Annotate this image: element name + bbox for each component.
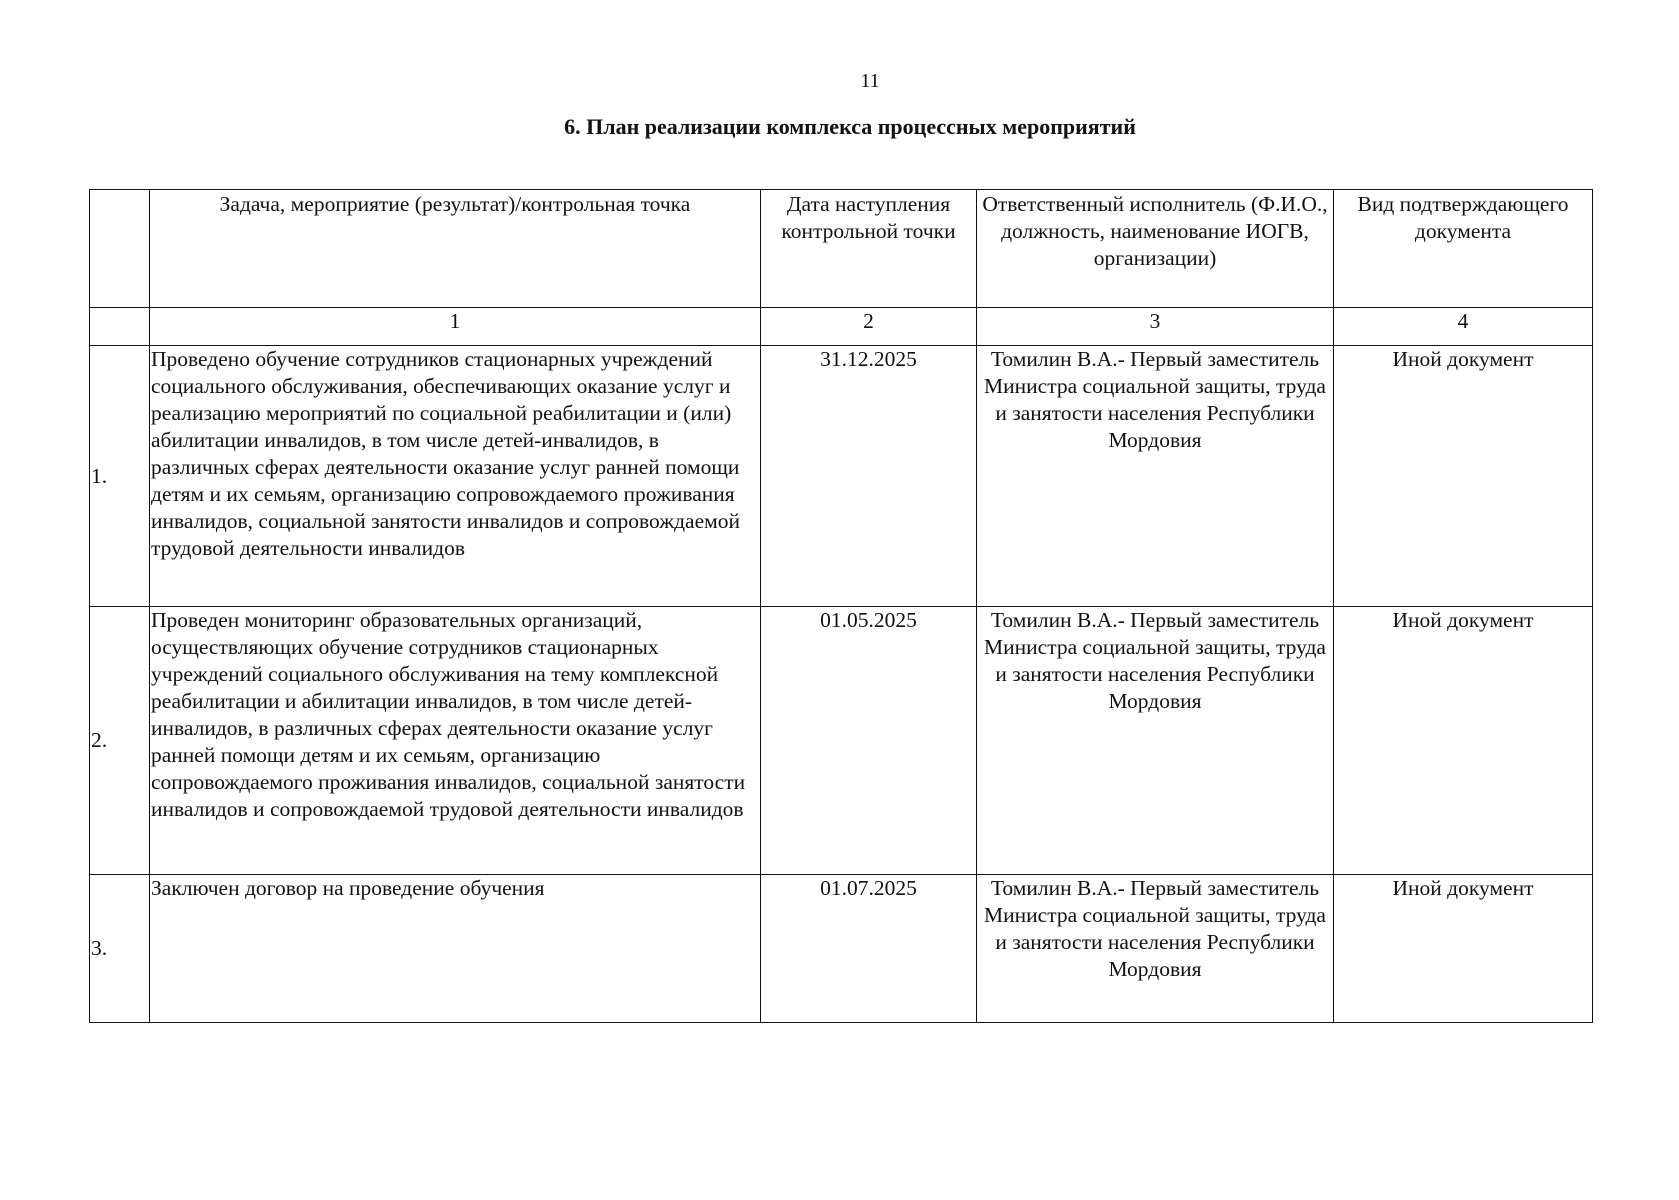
row-responsible: Томилин В.А.- Первый заместитель Министра социальной защиты, труда и занятости населения Республики Мордовия [977, 607, 1334, 875]
row-number: 3. [90, 875, 150, 1023]
section-title: 6. План реализации комплекса процессных мероприятий [564, 114, 1136, 139]
header-responsible: Ответственный исполнитель (Ф.И.О., должность, наименование ИОГВ, организации) [977, 190, 1334, 308]
header-document: Вид подтверждающего документа [1334, 190, 1593, 308]
row-responsible: Томилин В.А.- Первый заместитель Министра социальной защиты, труда и занятости населения Республики Мордовия [977, 875, 1334, 1023]
column-number-row [90, 308, 1593, 346]
header-date: Дата наступления контрольной точки [761, 190, 977, 308]
row-number: 2. [90, 607, 150, 875]
row-date: 01.07.2025 [761, 875, 977, 1023]
table-row [90, 875, 1593, 1023]
table-header-row [90, 190, 1593, 308]
row-task: Заключен договор на проведение обучения [150, 875, 761, 1023]
column-number-2: 2 [761, 308, 977, 346]
row-task: Проведен мониторинг образовательных организаций, осуществляющих обучение сотрудников стационарных учреждений социального обслуживания на тему комплексной реабилитации и абилитации инвалидов, в том числе детей-инвалидов, в различных сферах деятельности оказание услуг ранней помощи детям и их семьям, организацию сопровождаемого проживания инвалидов, социальной занятости инвалидов и сопровождаемой трудовой деятельности инвалидов [150, 607, 761, 875]
table-row [90, 607, 1593, 875]
row-document: Иной документ [1334, 346, 1593, 607]
header-task: Задача, мероприятие (результат)/контрольная точка [150, 190, 761, 308]
page-number: 11 [860, 70, 880, 92]
column-number-4: 4 [1334, 308, 1593, 346]
row-task: Проведено обучение сотрудников стационарных учреждений социального обслуживания, обеспечивающих оказание услуг и реализацию мероприятий по социальной реабилитации и (или) абилитации инвалидов, в том числе детей-инвалидов, в различных сферах деятельности оказание услуг ранней помощи детям и их семьям, организацию сопровождаемого проживания инвалидов, социальной занятости инвалидов и сопровождаемой трудовой деятельности инвалидов [150, 346, 761, 607]
row-date: 31.12.2025 [761, 346, 977, 607]
activities-plan-table [89, 189, 1593, 1023]
table-row [90, 346, 1593, 607]
row-document: Иной документ [1334, 607, 1593, 875]
column-number-1: 1 [150, 308, 761, 346]
row-document: Иной документ [1334, 875, 1593, 1023]
column-number-empty [90, 308, 150, 346]
row-responsible: Томилин В.А.- Первый заместитель Министра социальной защиты, труда и занятости населения Республики Мордовия [977, 346, 1334, 607]
header-number [90, 190, 150, 308]
row-date: 01.05.2025 [761, 607, 977, 875]
row-number: 1. [90, 346, 150, 607]
column-number-3: 3 [977, 308, 1334, 346]
